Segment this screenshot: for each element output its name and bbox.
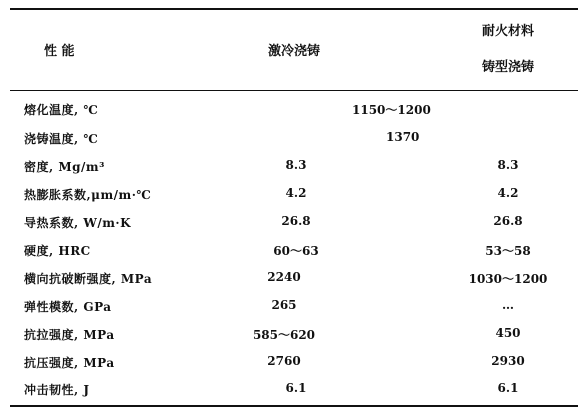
row-value-refractory: 26.8 bbox=[493, 214, 523, 228]
row-label: 硬度, HRC bbox=[24, 244, 91, 258]
row-value-chill: 4.2 bbox=[285, 186, 307, 200]
header-chill-casting: 激冷浇铸 bbox=[268, 44, 321, 59]
row-label: 熔化温度, ℃ bbox=[24, 103, 99, 117]
row-label: 导热系数, W/m·K bbox=[24, 216, 132, 230]
row-label: 抗压强度, MPa bbox=[24, 356, 115, 370]
table-bottom-rule bbox=[10, 405, 578, 407]
header-refractory-line2: 铸型浇铸 bbox=[482, 60, 535, 75]
row-value-refractory: 450 bbox=[495, 326, 521, 340]
row-value-refractory: 2930 bbox=[491, 354, 525, 368]
row-value-merged: 1150～1200 bbox=[352, 103, 431, 117]
row-label: 抗拉强度, MPa bbox=[24, 328, 115, 342]
row-value-chill: 8.3 bbox=[285, 158, 307, 172]
table-header-rule bbox=[10, 90, 578, 91]
table-top-rule bbox=[10, 8, 578, 10]
header-refractory-line1: 耐火材料 bbox=[482, 24, 535, 39]
row-value-chill: 585～620 bbox=[252, 328, 316, 342]
row-label: 弹性模数, GPa bbox=[24, 300, 112, 314]
row-value-refractory: 1030～1200 bbox=[468, 272, 548, 286]
row-value-chill: 6.1 bbox=[285, 381, 307, 395]
row-value-refractory: 4.2 bbox=[497, 186, 519, 200]
row-value-chill: 60～63 bbox=[273, 244, 319, 258]
row-value-refractory: 8.3 bbox=[497, 158, 519, 172]
row-value-chill: 26.8 bbox=[281, 214, 311, 228]
row-label: 冲击韧性, J bbox=[24, 383, 90, 397]
row-label: 横向抗破断强度, MPa bbox=[24, 272, 153, 286]
row-value-refractory: 53～58 bbox=[485, 244, 531, 258]
row-value-chill: 2760 bbox=[267, 354, 301, 368]
row-label: 浇铸温度, ℃ bbox=[24, 132, 99, 146]
row-value-chill: 2240 bbox=[267, 270, 301, 284]
row-value-chill: 265 bbox=[271, 298, 297, 312]
row-value-merged: 1370 bbox=[386, 130, 420, 144]
header-property: 性 能 bbox=[44, 44, 75, 59]
row-value-refractory: … bbox=[502, 298, 514, 312]
row-label: 热膨胀系数,μm/m·℃ bbox=[24, 188, 152, 202]
row-label: 密度, Mg/m³ bbox=[24, 160, 105, 174]
row-value-refractory: 6.1 bbox=[497, 381, 519, 395]
